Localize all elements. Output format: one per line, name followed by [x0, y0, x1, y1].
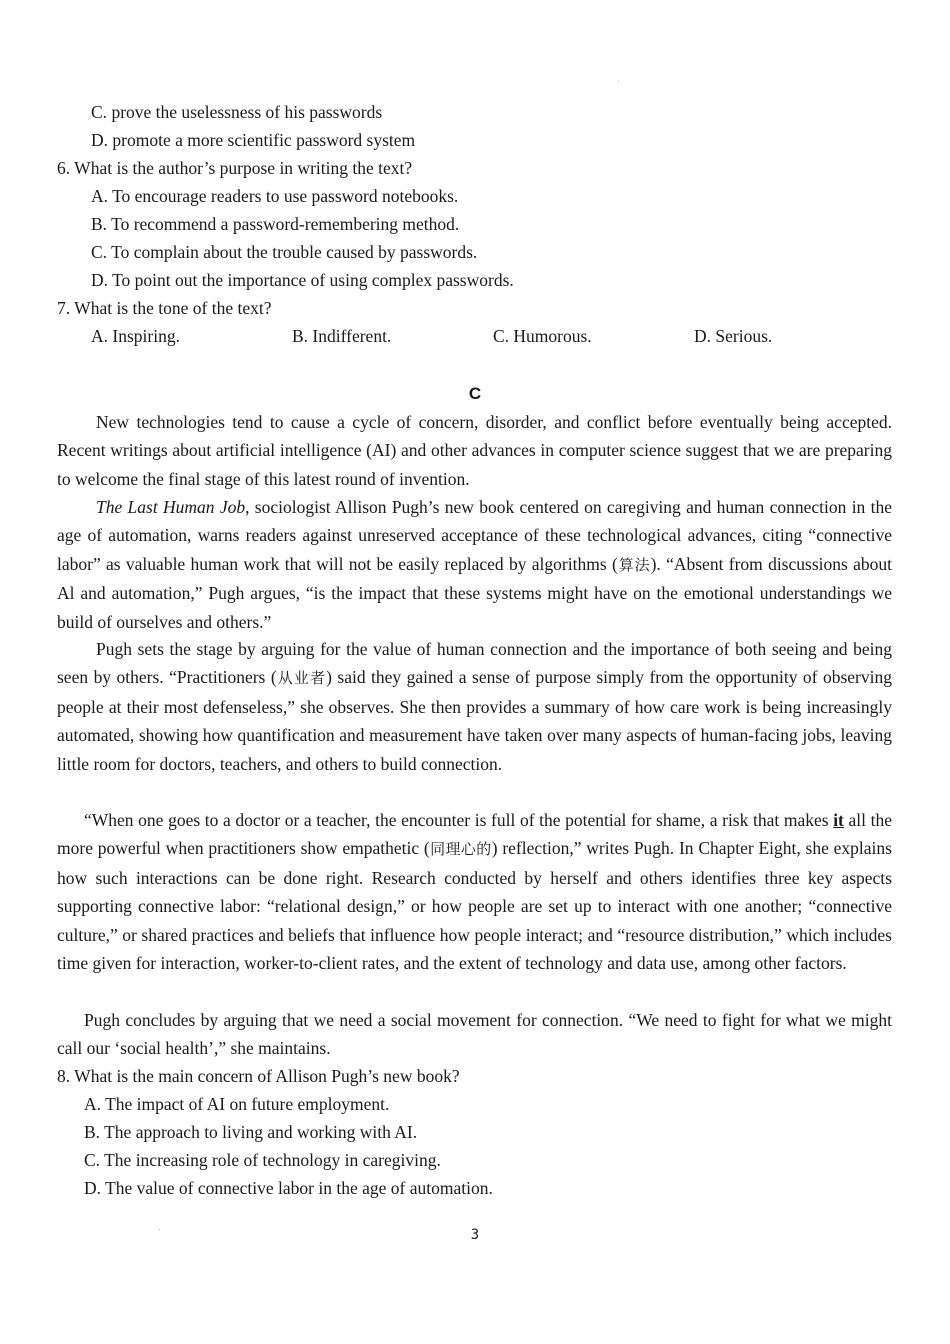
chinese-gloss: 从业者 [276, 669, 327, 688]
passage-paragraph-3: Pugh sets the stage by arguing for the value of human connection and the importance of both seeing and being seen by others. “Practitioners (从业者) said they gained a sense of purpose simply from the opportunity of observing people at their most defenseless,” she observes. She then provides a summary of how care work is being increasingly automated, showing how quantification and measurement have taken over many aspects of human-facing jobs, leaving little room for doctors, teachers, and others to build connection. [57, 639, 892, 774]
q7-options [0, 322, 950, 350]
book-title: The Last Human Job [96, 497, 246, 517]
q6-option-c[interactable]: C. To complain about the trouble caused by passwords. [91, 242, 478, 262]
q7-option-a[interactable]: A. Inspiring. [91, 326, 180, 346]
q7-option-d[interactable]: D. Serious. [694, 326, 773, 346]
q7-option-c[interactable]: C. Humorous. [493, 326, 592, 346]
passage-paragraph-4: “When one goes to a doctor or a teacher, the encounter is full of the potential for shame, a risk that makes it all the more powerful when practitioners show empathetic (同理心的) reflection,” writes Pugh. In Chapter Eight, she explains how such interactions can be done right. Research conducted by herself and others identifies three key aspects supporting connective labor: “relational design,” or how people are set up to interact with one another; “connective culture,” or shared practices and beliefs that influence how people interact; and “resource distribution,” which includes time given for interaction, worker-to-client rates, and the extent of technology and data use, among other factors. [57, 810, 893, 974]
q7-stem: 7. What is the tone of the text? [57, 298, 272, 318]
chinese-gloss: 同理心的 [429, 840, 492, 859]
q7-option-b[interactable]: B. Indifferent. [292, 326, 392, 346]
q6-option-a[interactable]: A. To encourage readers to use password notebooks. [91, 186, 459, 206]
page-number: 3 [470, 1227, 480, 1243]
q8-option-c[interactable]: C. The increasing role of technology in caregiving. [84, 1150, 441, 1170]
q8-option-b[interactable]: B. The approach to living and working with AI. [84, 1122, 418, 1142]
q6-stem: 6. What is the author’s purpose in writing the text? [57, 158, 413, 178]
q8-option-a[interactable]: A. The impact of AI on future employment. [84, 1094, 390, 1114]
passage-paragraph-1: New technologies tend to cause a cycle of concern, disorder, and conflict before eventually being accepted. Recent writings about artificial intelligence (AI) and other advances in computer science suggest that we are preparing to welcome the final stage of this latest round of invention. [57, 412, 892, 489]
q6-option-d[interactable]: D. To point out the importance of using complex passwords. [91, 270, 514, 290]
passage-paragraph-5: Pugh concludes by arguing that we need a social movement for connection. “We need to fight for what we might call our ‘social health’,” she maintains. [57, 1010, 892, 1059]
q6-option-b[interactable]: B. To recommend a password-remembering method. [91, 214, 460, 234]
q5-option-d[interactable]: D. promote a more scientific password system [91, 130, 416, 150]
q8-stem: 8. What is the main concern of Allison Pugh’s new book? [57, 1066, 460, 1086]
underlined-word-it: it [833, 810, 844, 830]
q5-option-c[interactable]: C. prove the uselessness of his passwords [91, 102, 383, 122]
chinese-gloss: 算法 [617, 555, 651, 574]
passage-paragraph-2: The Last Human Job, sociologist Allison Pugh’s new book centered on caregiving and human connection in the age of automation, warns readers against unreserved acceptance of these technological advances, citing “connective labor” as valuable human work that will not be easily replaced by algorithms (算法). “Absent from discussions about Al and automation,” Pugh argues, “is the impact that these systems might have on the emotional understandings we build of ourselves and others.” [57, 497, 892, 632]
scan-speck [618, 81, 619, 82]
q8-option-d[interactable]: D. The value of connective labor in the age of automation. [84, 1178, 493, 1198]
section-heading: C [468, 384, 482, 403]
